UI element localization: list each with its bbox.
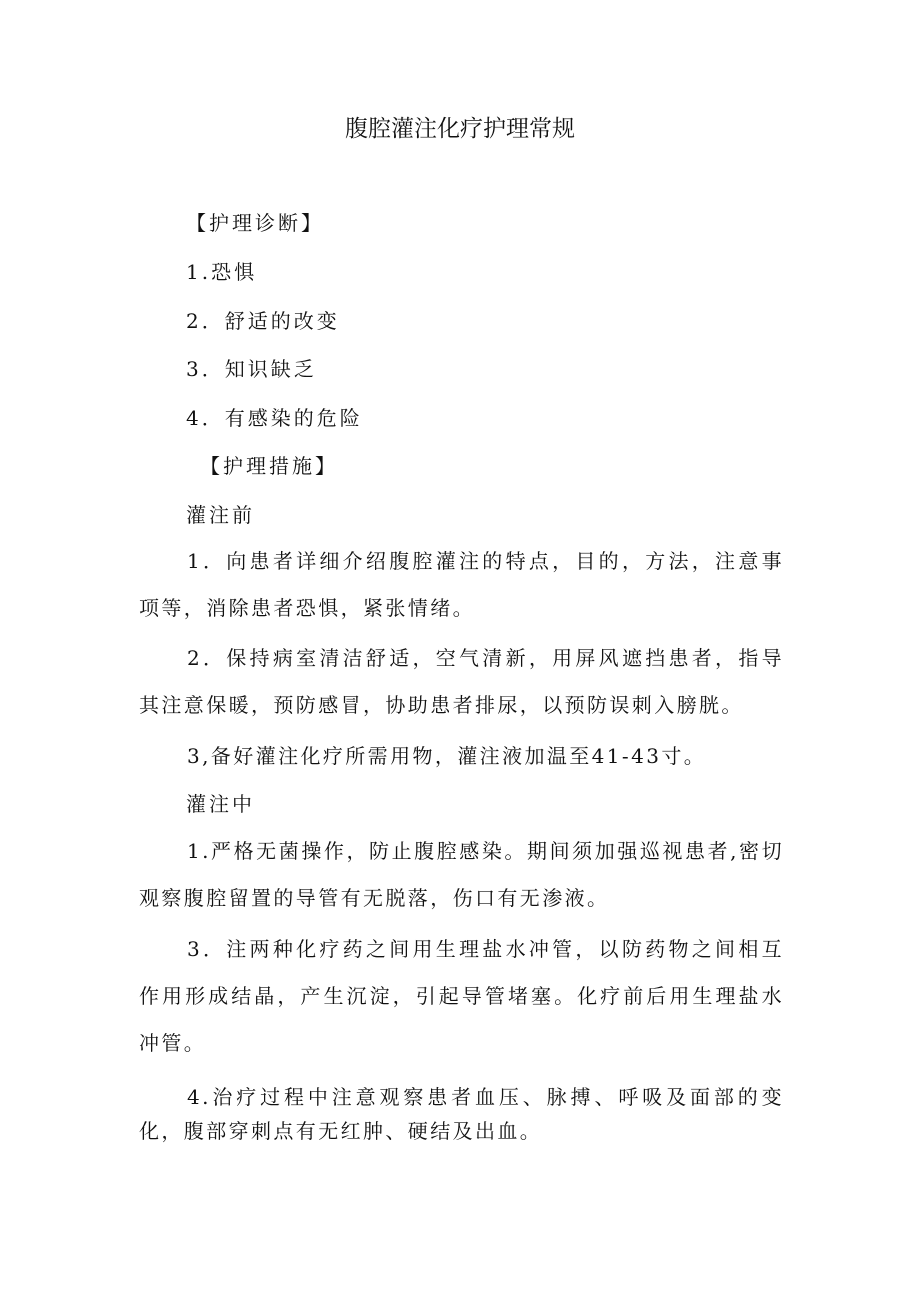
diagnosis-item-4: 4．有感染的危险 xyxy=(186,406,363,430)
before-heading: 灌注前 xyxy=(186,503,255,527)
diagnosis-item-3: 3．知识缺乏 xyxy=(186,357,317,381)
before-item-2: 2．保持病室清洁舒适，空气清新，用屏风遮挡患者，指导其注意保暖，预防感冒，协助患者排尿，以预防误刺入膀胱。 xyxy=(139,646,784,717)
during-item-2: 3．注两种化疗药之间用生理盐水冲管，以防药物之间相互作用形成结晶，产生沉淀，引起导管堵塞。化疗前后用生理盐水冲管。 xyxy=(139,937,784,1055)
diagnosis-heading: 【护理诊断】 xyxy=(186,211,324,235)
during-heading: 灌注中 xyxy=(186,792,255,816)
during-item-1: 1.严格无菌操作，防止腹腔感染。期间须加强巡视患者,密切观察腹腔留置的导管有无脱落，伤口有无渗液。 xyxy=(139,839,784,910)
before-item-3: 3,备好灌注化疗所需用物，灌注液加温至41-43寸。 xyxy=(187,744,707,768)
diagnosis-item-2: 2．舒适的改变 xyxy=(186,309,340,333)
document-title: 腹腔灌注化疗护理常规 xyxy=(345,116,575,142)
diagnosis-item-1: 1.恐惧 xyxy=(186,260,258,284)
measures-heading: 【护理措施】 xyxy=(200,454,338,478)
before-item-1: 1．向患者详细介绍腹腔灌注的特点，目的，方法，注意事项等，消除患者恐惧，紧张情绪。 xyxy=(139,549,784,620)
during-item-3: 4.治疗过程中注意观察患者血压、脉搏、呼吸及面部的变化，腹部穿刺点有无红肿、硬结及出血。 xyxy=(139,1085,784,1143)
